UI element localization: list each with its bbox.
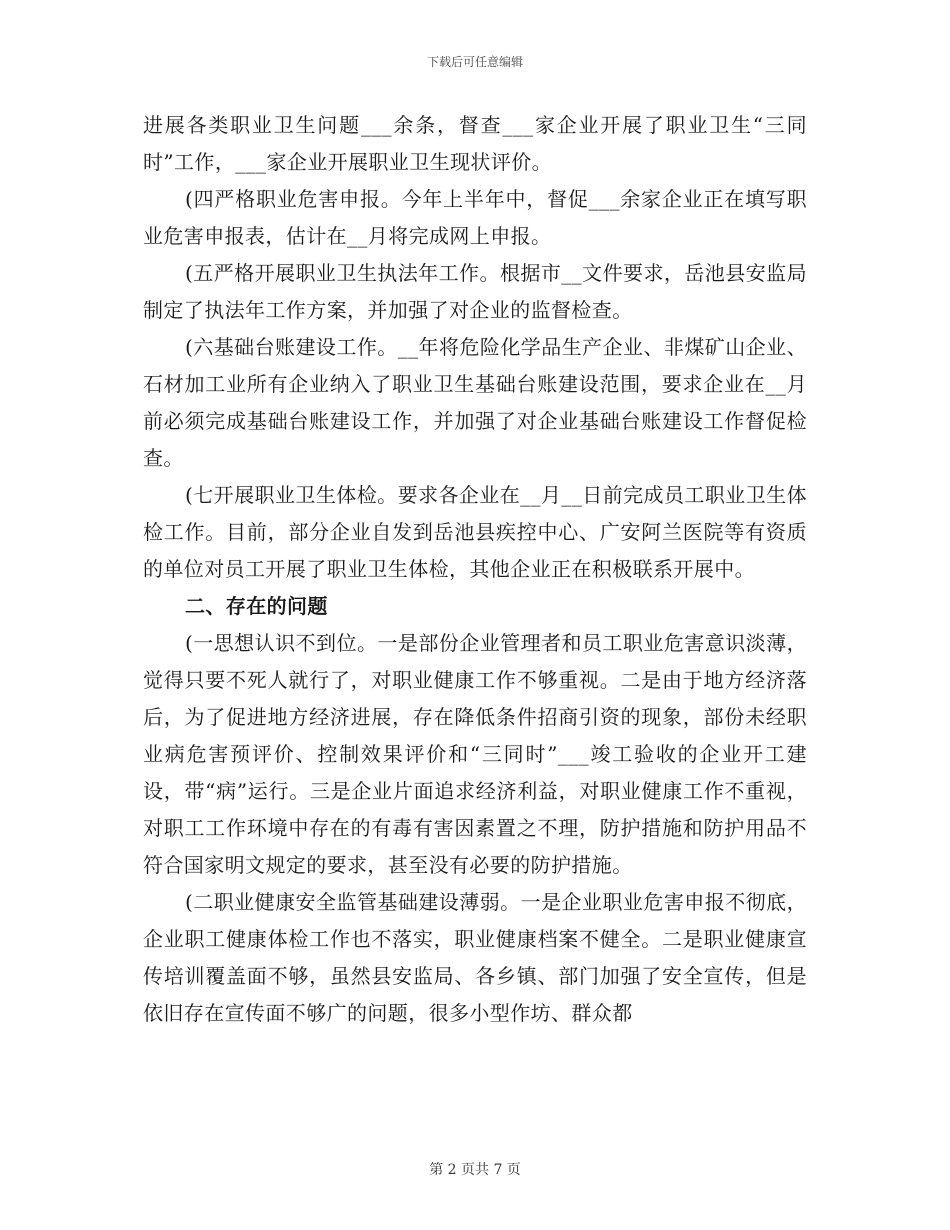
paragraph-problem-2: (二职业健康安全监管基础建设薄弱。一是企业职业危害申报不彻底，企业职工健康体检工作也不落实，职业健康档案不健全。二是职业健康宣传培训覆盖面不够，虽然县安监局、各乡镇、部门加强了安全宣传，但是依旧存在宣传面不够广的问题，很多小型作坊、群众都 <box>143 890 807 1025</box>
paragraph-item-7: (七开展职业卫生体检。要求各企业在__月__日前完成员工职业卫生体检工作。目前，部分企业自发到岳池县疾控中心、广安阿兰医院等有资质的单位对员工开展了职业卫生体检，其他企业正在积极联系开展中。 <box>143 483 807 581</box>
page-header-note: 下载后可任意编辑 <box>426 55 523 69</box>
paragraph-continued: 进展各类职业卫生问题___余条，督查___家企业开展了职业卫生“三同时”工作，___家企业开展职业卫生现状评价。 <box>143 113 807 174</box>
paragraph-item-6: (六基础台账建设工作。__年将危险化学品生产企业、非煤矿山企业、石材加工业所有企业纳入了职业卫生基础台账建设范围，要求企业在__月前必须完成基础台账建设工作，并加强了对企业基础台账建设工作督促检查。 <box>143 335 807 470</box>
paragraph-item-4: (四严格职业危害申报。今年上半年中，督促___余家企业正在填写职业危害申报表，估计在__月将完成网上申报。 <box>143 187 807 248</box>
page-number: 第 2 页共 7 页 <box>429 1162 521 1178</box>
section-heading-problems: 二、存在的问题 <box>185 594 328 618</box>
paragraph-item-5: (五严格开展职业卫生执法年工作。根据市__文件要求，岳池县安监局制定了执法年工作方案，并加强了对企业的监督检查。 <box>143 261 807 322</box>
document-body <box>143 107 807 1032</box>
paragraph-problem-1: (一思想认识不到位。一是部份企业管理者和员工职业危害意识淡薄，觉得只要不死人就行了，对职业健康工作不够重视。二是由于地方经济落后，为了促进地方经济进展，存在降低条件招商引资的现象，部份未经职业病危害预评价、控制效果评价和“三同时”___竣工验收的企业开工建设，带“病”运行。三是企业片面追求经济利益，对职业健康工作不重视，对职工工作环境中存在的有毒有害因素置之不理，防护措施和防护用品不符合国家明文规定的要求，甚至没有必要的防护措施。 <box>143 631 807 877</box>
